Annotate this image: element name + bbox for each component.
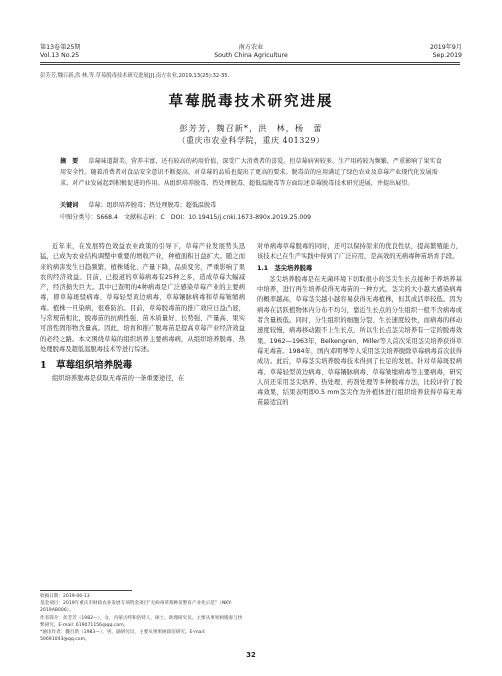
section1-paragraph: 组织培养脱毒是获取无毒苗的一条重要途径，在: [52, 374, 185, 382]
section-heading-1: 1 草莓组织培养脱毒: [40, 360, 133, 372]
keywords-label: 关键词: [60, 202, 79, 209]
right-column: [257, 242, 462, 409]
journal-cn: 南方农业: [238, 44, 264, 51]
footnote-rule: [40, 590, 132, 591]
subsection-paragraph: 茎尖培养脱毒是在无菌环境下切取很小的茎尖生长点接种于养培养基中培养，进行再生培养获得无毒苗的一种方式。茎尖的大小越大感染病毒的概率越高，草莓茎尖越小越容易获得无毒植株，但其成活率较低。因为病毒在活跃植物体内分布不均匀，靠近生长点的分生组织一般不含病毒或者含量极低。同时，分生组织的细胞分裂、生长速度较快，而病毒的移动速度较慢，病毒移动跟不上生长点，所以生长点茎尖培养有一定的脱毒效果。1962—1963年，Belkengren、Miller等人首次采用茎尖培养获得草莓无毒苗。1984年，国内邓明琴等人采用茎尖培养脱除草莓病毒首次获得成功。此后，草莓茎尖培养脱毒技术得到了长足的发展。针对草莓斑驳病毒、草莓轻型黄边病毒、草莓镶脉病毒、草莓皱缩病毒等主要病毒，研究人员还采用茎尖培养、热处理、药剂处理等多种脱毒方法，比较评价了脱毒效果，结果表明即0.5 mm茎尖作为外植体进行组织培养获得草莓无毒苗最适宜的: [257, 275, 462, 407]
keywords-text: 草莓；组织培养脱毒；热处理脱毒；超低温脱毒: [88, 202, 217, 209]
intro-paragraph: 近年来，在发展特色效益农业政策的引导下，草莓产业发展势头迅猛，已成为农业结构调整中重要的增收产业，种植面积日益扩大。随之而来的病害发生日趋频繁，植株矮化、产量下降，品质变劣，严重影响了果农的经济效益。目前，已报道的草莓病毒有25种之多，造成草莓大幅减产，经济损失巨大。其中已查明的4种病毒是广泛感染草莓产业的主要病毒，即草莓斑驳病毒、草莓轻型黄边病毒、草莓镶脉病毒和草莓皱缩病毒。植株一旦染病，很难防治。目前，草莓脱毒苗的推广效应日益凸显，与常规苗相比，脱毒苗的抗病性强、苗木质量好、长势强、产量高、果实可溶性固形物含量高。因此，培育和推广脱毒苗是提高草莓产业经济效益的必经之路。本文围绕草莓的组织培养主要病毒病，从组织培养脱毒、热处理脱毒及超低温脱毒技术等进行综述。: [40, 243, 245, 353]
footnote-author: 作者简介：彭芳芳（1982—），女，内蒙古呼和浩特人，硕士，助理研究员，主要从事果树脱毒与快繁研究。E-mail: 619071156@qq.com。: [40, 615, 243, 628]
journal-name: [0, 44, 502, 60]
footnote: [40, 593, 245, 643]
affiliation: （重庆市农业科学院，重庆 401329）: [177, 136, 325, 145]
journal-en: South China Agriculture: [214, 52, 288, 59]
classification-line: 中图分类号：S668.4 文献标志码：C DOI：10.19415/j.cnki.1673-890x.2019.25.009: [60, 214, 312, 221]
keywords: [60, 201, 442, 211]
continued-paragraph: 对单病毒草莓脱毒的同时，还可以保持原来的优良性状，提高繁殖能力，该技术已在生产实践中得到了广泛应用，是高效的无病毒种苗培育手段。: [257, 243, 462, 261]
abstract-label: 摘 要: [60, 158, 79, 165]
footnote-received: 收稿日期：2019-06-13: [40, 594, 90, 599]
page-number: 32: [246, 651, 256, 659]
footnote-funding: 基金项目：2019年重庆市财政农业发展专项资金项目“无病毒草莓种苗繁育产业化示范”（NKY-2019AB006）。: [40, 601, 233, 614]
issue-date: [430, 44, 462, 60]
abstract-text: 草莓味道甜美、营养丰富，还有较高的药用价值，深受广大消费者的喜爱。但草莓病害较多，生产用药较为频繁，严重影响了果实食用安全性。随着消费者对食品安全意识不断提高，对草莓的品质也提出了更高的要求。脱毒苗的应用满足了绿色农业及草莓产业现代化发展需求，对产业发展起到积极促进的作用。从组织培养脱毒、热处理脱毒、超低温脱毒等方面综述草莓脱毒技术研究进展，并提出展望。: [60, 158, 442, 188]
authors: 彭芳芳，魏召新*，洪 林，杨 蕾: [179, 123, 323, 133]
header-rule: [40, 62, 460, 63]
citation: 彭芳芳,魏召新,洪 林,等.草莓脱毒技术研究进展[J].南方农业,2019,13(25):32-35.: [40, 73, 230, 79]
issue-cn: 第13卷第25期: [40, 44, 81, 51]
paper-title: 草莓脱毒技术研究进展: [168, 93, 334, 110]
subsection-heading-1-1: 1.1 茎尖培养脱毒: [257, 264, 313, 272]
issue-en: Vol.13 No.25: [40, 52, 80, 59]
date-en: Sep.2019: [432, 52, 462, 59]
footnote-corresponding: *通讯作者：魏召新（1983—），男，副研究员，主要从事果树栽培研究。E-mail: 50691043@qq.com。: [40, 630, 206, 643]
left-column: [40, 242, 245, 384]
abstract: [60, 156, 442, 190]
date-cn: 2019年9月: [429, 44, 462, 51]
header-rule-2: [40, 64, 460, 65]
